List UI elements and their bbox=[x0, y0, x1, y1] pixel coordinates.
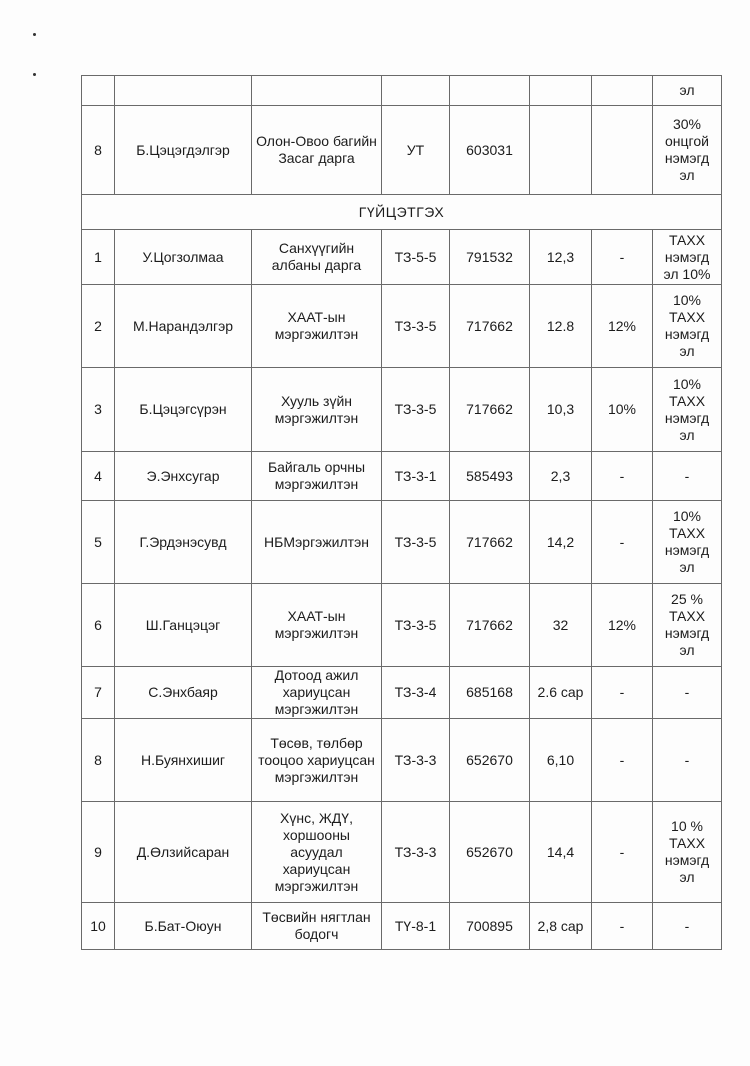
cell-position: Санхүүгийн албаны дарга bbox=[252, 230, 382, 285]
cell-code: ТЗ-3-3 bbox=[382, 802, 450, 903]
table-row bbox=[82, 452, 722, 501]
cell-code: ТЗ-3-5 bbox=[382, 285, 450, 368]
cell-name: У.Цогзолмаа bbox=[115, 230, 252, 285]
cell-pct: - bbox=[592, 802, 653, 903]
cell-position: Дотоод ажил хариуцсан мэргэжилтэн bbox=[252, 667, 382, 719]
cell-name: Э.Энхсугар bbox=[115, 452, 252, 501]
cell-name: Н.Буянхишиг bbox=[115, 719, 252, 802]
cell-pct: - bbox=[592, 452, 653, 501]
scan-dot bbox=[33, 33, 36, 36]
cell-code: ТЗ-3-5 bbox=[382, 368, 450, 452]
cell-note: эл bbox=[653, 76, 722, 106]
section-title: ГҮЙЦЭТГЭХ bbox=[82, 195, 722, 230]
cell-num: 4 bbox=[82, 452, 115, 501]
cell-num: 2 bbox=[82, 285, 115, 368]
table-row bbox=[82, 285, 722, 368]
cell-name: Б.Цэцэгсүрэн bbox=[115, 368, 252, 452]
cell-note: - bbox=[653, 452, 722, 501]
cell-pct: 12% bbox=[592, 584, 653, 667]
cell-name: М.Нарандэлгэр bbox=[115, 285, 252, 368]
cell-num: 10 bbox=[82, 903, 115, 950]
cell-years: 10,3 bbox=[530, 368, 592, 452]
table-row bbox=[82, 802, 722, 903]
cell-num: 5 bbox=[82, 501, 115, 584]
table-row bbox=[82, 584, 722, 667]
cell-num: 6 bbox=[82, 584, 115, 667]
cell-note: 10% ТАХХ нэмэгд эл bbox=[653, 501, 722, 584]
cell-num: 9 bbox=[82, 802, 115, 903]
cell-position: Төсвийн нягтлан бодогч bbox=[252, 903, 382, 950]
cell-note: - bbox=[653, 903, 722, 950]
cell-code: УТ bbox=[382, 106, 450, 195]
cell-salary: 585493 bbox=[450, 452, 530, 501]
cell-pct: - bbox=[592, 230, 653, 285]
cell-years bbox=[530, 106, 592, 195]
cell-num: 8 bbox=[82, 719, 115, 802]
cell-num: 7 bbox=[82, 667, 115, 719]
cell-name: Б.Бат-Оюун bbox=[115, 903, 252, 950]
table-row bbox=[82, 230, 722, 285]
staff-table bbox=[81, 75, 722, 950]
cell-pct bbox=[592, 106, 653, 195]
cell-salary: 652670 bbox=[450, 719, 530, 802]
cell-code: ТҮ-8-1 bbox=[382, 903, 450, 950]
table-row bbox=[82, 667, 722, 719]
cell-note: 10% ТАХХ нэмэгд эл bbox=[653, 368, 722, 452]
cell-pct: - bbox=[592, 501, 653, 584]
cell-code: ТЗ-3-3 bbox=[382, 719, 450, 802]
cell-position: ХААТ-ын мэргэжилтэн bbox=[252, 584, 382, 667]
table-row bbox=[82, 903, 722, 950]
section-row bbox=[82, 195, 722, 230]
cell-pct: - bbox=[592, 719, 653, 802]
cell-salary: 652670 bbox=[450, 802, 530, 903]
cell-salary: 717662 bbox=[450, 584, 530, 667]
cell-salary: 717662 bbox=[450, 285, 530, 368]
cell-years: 32 bbox=[530, 584, 592, 667]
cell-years: 12.8 bbox=[530, 285, 592, 368]
cell-code: ТЗ-3-5 bbox=[382, 501, 450, 584]
cell-note: ТАХХ нэмэгд эл 10% bbox=[653, 230, 722, 285]
cell-num: 3 bbox=[82, 368, 115, 452]
cell-note: 10% ТАХХ нэмэгд эл bbox=[653, 285, 722, 368]
cell-note: 30% онцгой нэмэгд эл bbox=[653, 106, 722, 195]
cell-years: 12,3 bbox=[530, 230, 592, 285]
cell-years: 14,2 bbox=[530, 501, 592, 584]
cell-code: ТЗ-3-5 bbox=[382, 584, 450, 667]
cell-years: 2.6 сар bbox=[530, 667, 592, 719]
cell-position: Байгаль орчны мэргэжилтэн bbox=[252, 452, 382, 501]
cell-position: ХААТ-ын мэргэжилтэн bbox=[252, 285, 382, 368]
cell-salary: 717662 bbox=[450, 368, 530, 452]
cell-years: 14,4 bbox=[530, 802, 592, 903]
cell-position: НБМэргэжилтэн bbox=[252, 501, 382, 584]
cell-pct: 10% bbox=[592, 368, 653, 452]
cell-years: 2,3 bbox=[530, 452, 592, 501]
table-row bbox=[82, 501, 722, 584]
cell-position: Олон-Овоо багийн Засаг дарга bbox=[252, 106, 382, 195]
cell-name: С.Энхбаяр bbox=[115, 667, 252, 719]
cell-pct: - bbox=[592, 667, 653, 719]
cell-position: Төсөв, төлбөр тооцоо хариуцсан мэргэжилтэн bbox=[252, 719, 382, 802]
cell-num: 1 bbox=[82, 230, 115, 285]
cell-code: ТЗ-5-5 bbox=[382, 230, 450, 285]
cell-pct: 12% bbox=[592, 285, 653, 368]
scan-dot bbox=[33, 73, 36, 76]
table-row bbox=[82, 368, 722, 452]
table-row bbox=[82, 719, 722, 802]
table-row bbox=[82, 106, 722, 195]
cell-years: 2,8 сар bbox=[530, 903, 592, 950]
cell-position: Хүнс, ЖДҮ, хоршооны асуудал хариуцсан мэргэжилтэн bbox=[252, 802, 382, 903]
cell-pct: - bbox=[592, 903, 653, 950]
cell-salary: 717662 bbox=[450, 501, 530, 584]
cell-salary: 700895 bbox=[450, 903, 530, 950]
cell-num: 8 bbox=[82, 106, 115, 195]
cell-code: ТЗ-3-4 bbox=[382, 667, 450, 719]
cell-name: Г.Эрдэнэсувд bbox=[115, 501, 252, 584]
cell-position: Хууль зүйн мэргэжилтэн bbox=[252, 368, 382, 452]
cell-salary: 791532 bbox=[450, 230, 530, 285]
cell-name: Ш.Ганцэцэг bbox=[115, 584, 252, 667]
cell-note: 10 % ТАХХ нэмэгд эл bbox=[653, 802, 722, 903]
cell-salary: 685168 bbox=[450, 667, 530, 719]
cell-code: ТЗ-3-1 bbox=[382, 452, 450, 501]
cell-years: 6,10 bbox=[530, 719, 592, 802]
continued-row bbox=[82, 76, 722, 106]
cell-note: - bbox=[653, 719, 722, 802]
cell-note: 25 % ТАХХ нэмэгд эл bbox=[653, 584, 722, 667]
cell-name: Б.Цэцэгдэлгэр bbox=[115, 106, 252, 195]
cell-name: Д.Өлзийсаран bbox=[115, 802, 252, 903]
cell-note: - bbox=[653, 667, 722, 719]
cell-salary: 603031 bbox=[450, 106, 530, 195]
